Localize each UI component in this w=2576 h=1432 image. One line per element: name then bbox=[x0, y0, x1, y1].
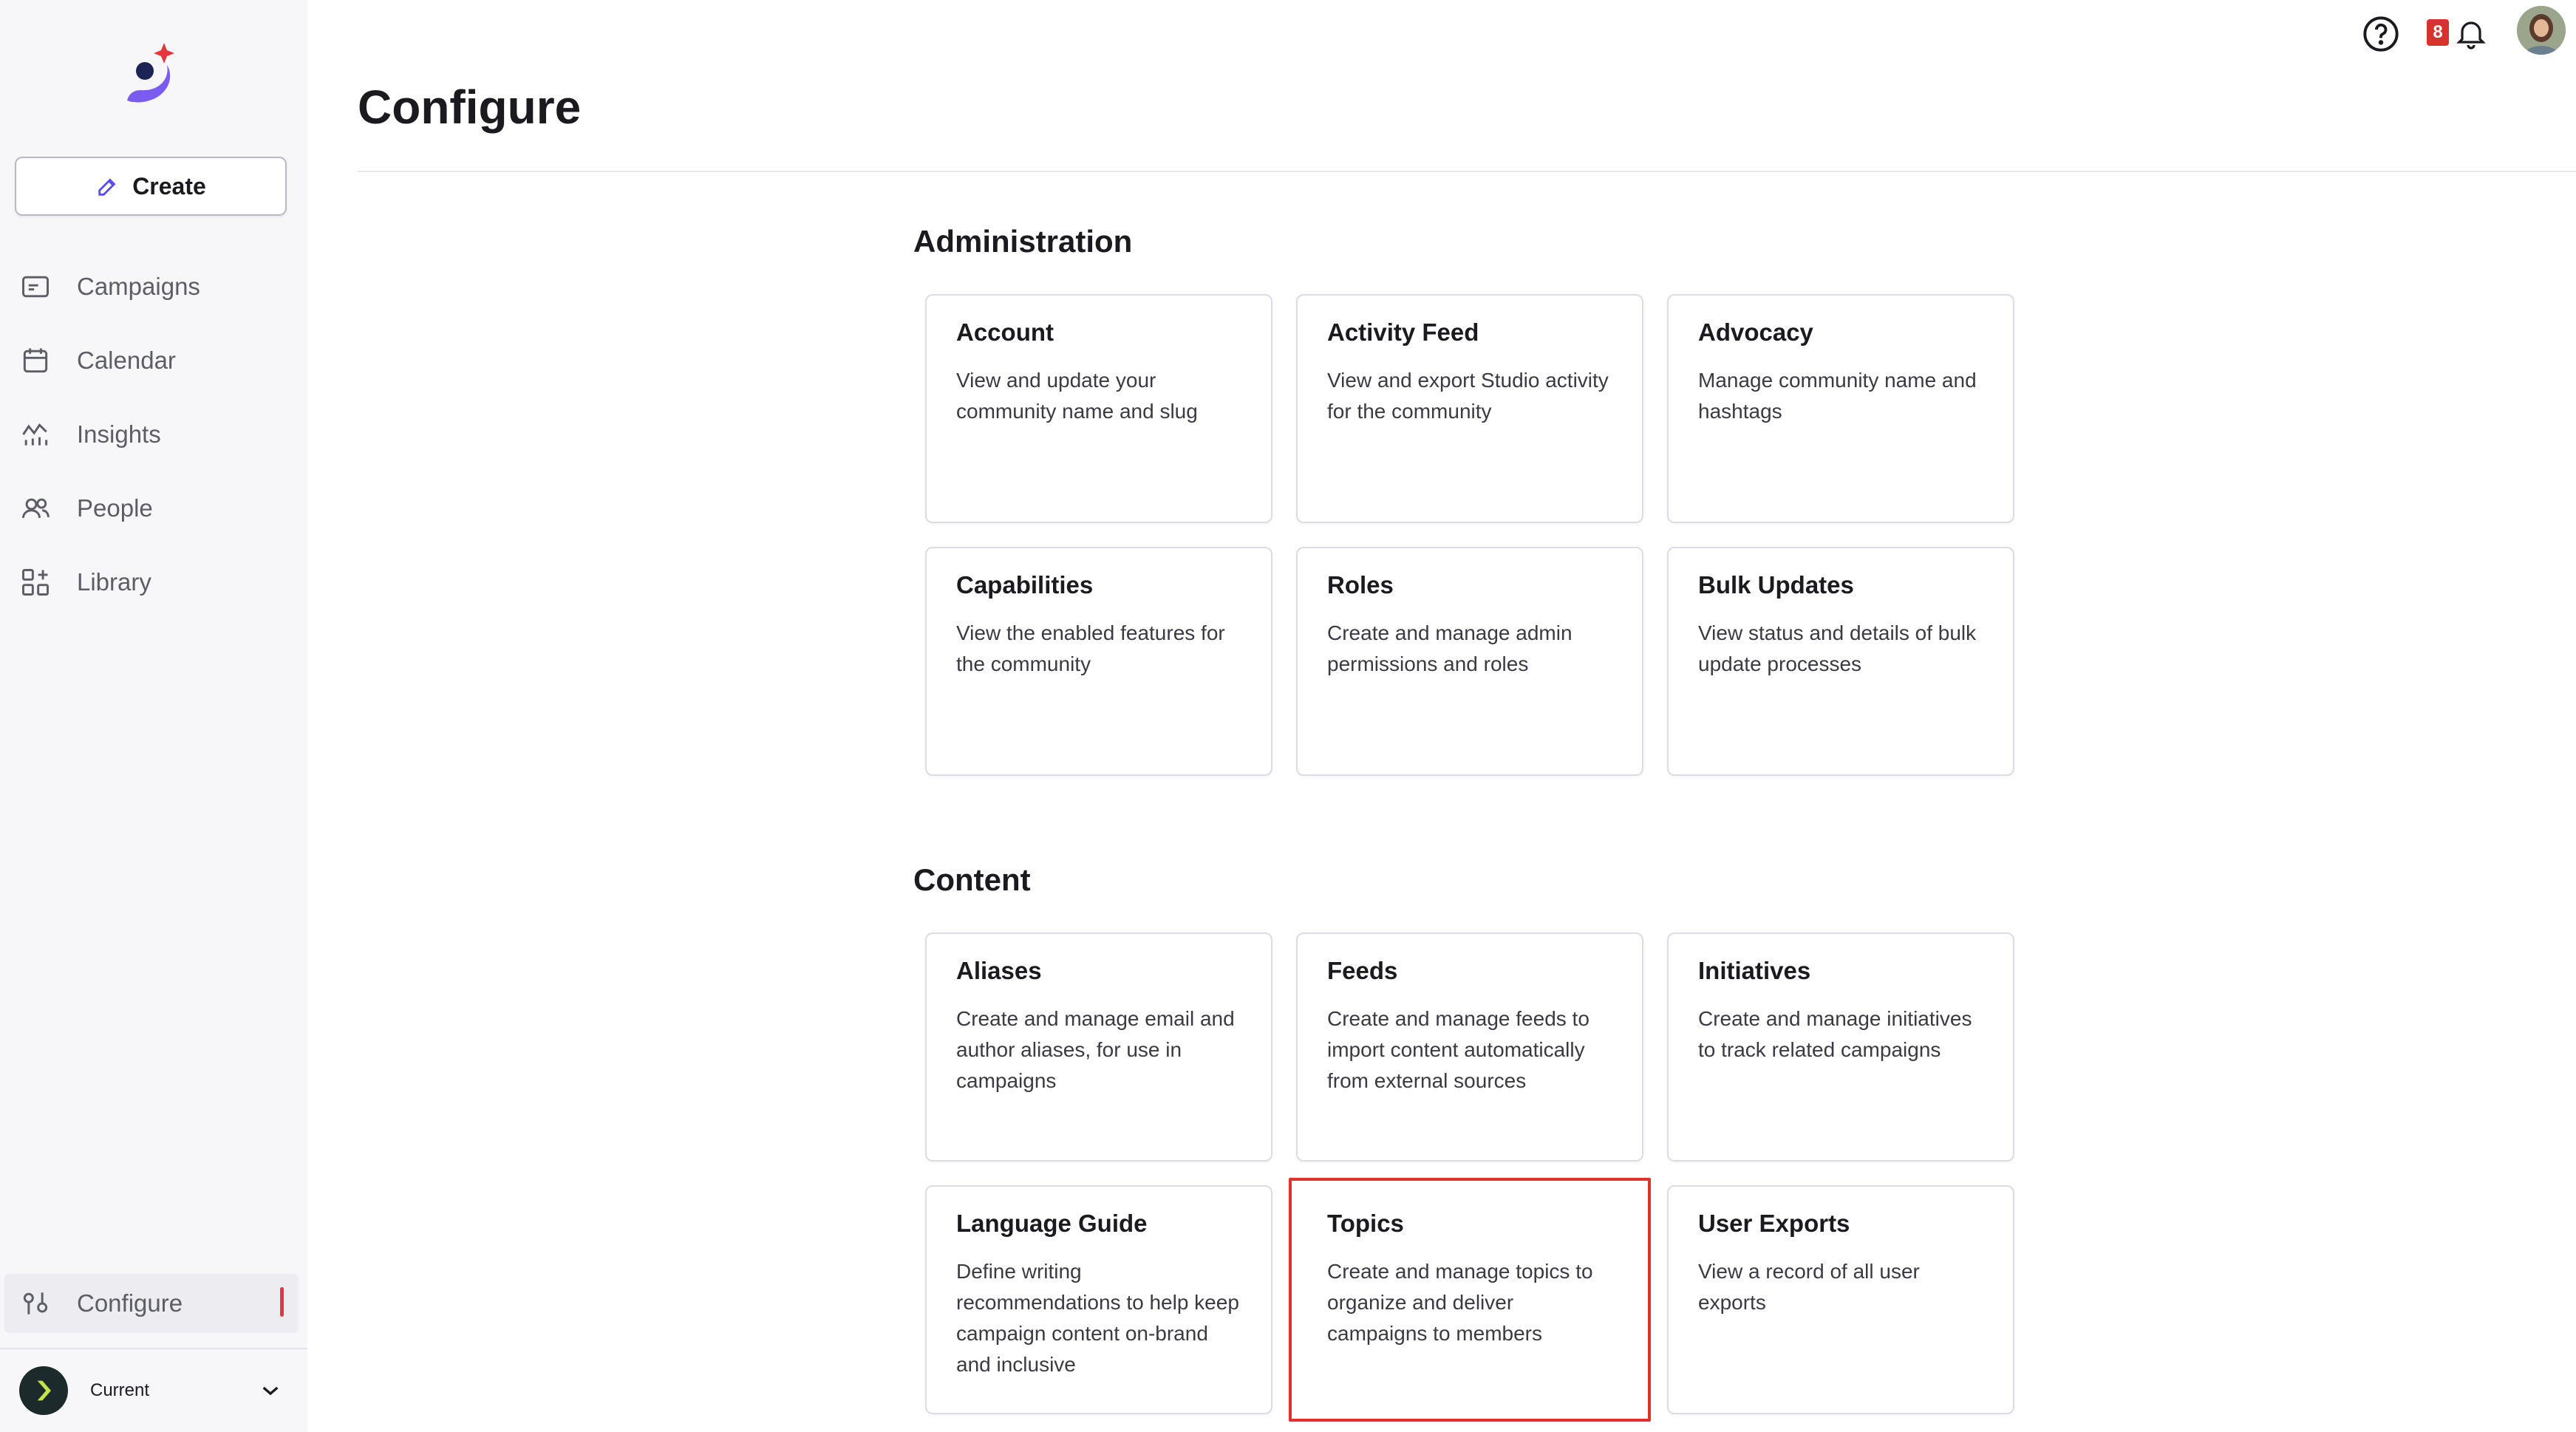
card-description: Create and manage topics to organize and deliver campaigns to members bbox=[1327, 1260, 1593, 1345]
card-title: User Exports bbox=[1698, 1210, 1850, 1237]
insights-icon bbox=[19, 418, 52, 451]
card-description: Create and manage admin permissions and roles bbox=[1327, 621, 1572, 675]
card-title: Account bbox=[956, 318, 1054, 346]
card-feeds[interactable] bbox=[1296, 932, 1643, 1162]
sidebar-item-label: Calendar bbox=[77, 347, 176, 374]
card-capabilities[interactable] bbox=[925, 547, 1272, 776]
card-description: View the enabled features for the community bbox=[956, 621, 1225, 675]
sidebar-item-campaigns[interactable] bbox=[0, 257, 307, 316]
card-title: Bulk Updates bbox=[1698, 571, 1854, 599]
library-icon bbox=[19, 566, 52, 599]
card-topics[interactable] bbox=[1289, 1178, 1651, 1422]
card-initiatives[interactable] bbox=[1667, 932, 2014, 1162]
card-user-exports[interactable] bbox=[1667, 1185, 2014, 1414]
card-roles[interactable] bbox=[1296, 547, 1643, 776]
sidebar-item-label: Campaigns bbox=[77, 273, 200, 300]
notification-count-badge[interactable]: 8 bbox=[2427, 19, 2449, 46]
card-bulk-updates[interactable] bbox=[1667, 547, 2014, 776]
sidebar-item-label: Configure bbox=[77, 1289, 183, 1317]
help-icon[interactable] bbox=[2362, 15, 2400, 53]
card-title: Feeds bbox=[1327, 957, 1398, 984]
card-title: Topics bbox=[1327, 1210, 1404, 1237]
brand-logo[interactable] bbox=[118, 38, 186, 112]
section-title-content: Content bbox=[913, 862, 1031, 897]
bell-icon[interactable] bbox=[2453, 15, 2489, 52]
chevron-down-icon bbox=[259, 1379, 282, 1402]
card-description: Define writing recommendations to help keep campaign content on-brand and inclusive bbox=[956, 1260, 1239, 1376]
card-title: Aliases bbox=[956, 957, 1042, 984]
calendar-icon bbox=[19, 344, 52, 377]
card-title: Capabilities bbox=[956, 571, 1094, 599]
card-activity-feed[interactable] bbox=[1296, 294, 1643, 523]
sliders-icon bbox=[19, 1287, 52, 1320]
sidebar-item-insights[interactable] bbox=[0, 405, 307, 464]
card-title: Advocacy bbox=[1698, 318, 1813, 346]
sidebar-item-label: Library bbox=[77, 568, 151, 596]
page-title: Configure bbox=[358, 81, 582, 134]
card-description: View and export Studio activity for the community bbox=[1327, 369, 1609, 423]
header-divider bbox=[358, 171, 2576, 172]
create-label: Create bbox=[132, 172, 206, 200]
edit-icon bbox=[95, 174, 120, 199]
campaigns-icon bbox=[19, 270, 52, 303]
sidebar-item-configure[interactable] bbox=[4, 1274, 299, 1333]
card-title: Roles bbox=[1327, 571, 1394, 599]
sidebar-item-library[interactable] bbox=[0, 553, 307, 612]
card-aliases[interactable] bbox=[925, 932, 1272, 1162]
card-description: Create and manage email and author aliases, for use in campaigns bbox=[956, 1007, 1235, 1092]
sidebar-divider bbox=[0, 1348, 307, 1349]
card-description: Create and manage feeds to import content automatically from external sources bbox=[1327, 1007, 1589, 1092]
sidebar-item-label: Insights bbox=[77, 420, 161, 448]
account-logo-icon bbox=[19, 1366, 68, 1415]
card-title: Activity Feed bbox=[1327, 318, 1479, 346]
card-title: Initiatives bbox=[1698, 957, 1811, 984]
card-title: Language Guide bbox=[956, 1210, 1148, 1237]
sidebar-item-label: People bbox=[77, 494, 153, 522]
create-button[interactable] bbox=[15, 157, 287, 216]
active-indicator bbox=[280, 1287, 284, 1317]
section-title-administration: Administration bbox=[913, 224, 1133, 259]
sidebar-item-calendar[interactable] bbox=[0, 331, 307, 390]
user-avatar[interactable] bbox=[2517, 6, 2566, 55]
account-switcher[interactable] bbox=[0, 1361, 307, 1420]
card-description: Create and manage initiatives to track related campaigns bbox=[1698, 1007, 1972, 1061]
card-description: View a record of all user exports bbox=[1698, 1260, 1920, 1314]
card-advocacy[interactable] bbox=[1667, 294, 2014, 523]
sidebar-item-people[interactable] bbox=[0, 479, 307, 538]
card-description: Manage community name and hashtags bbox=[1698, 369, 1977, 423]
card-description: View status and details of bulk update processes bbox=[1698, 621, 1977, 675]
card-description: View and update your community name and slug bbox=[956, 369, 1198, 423]
sidebar bbox=[0, 0, 307, 1432]
card-language-guide[interactable] bbox=[925, 1185, 1272, 1414]
account-label: Current bbox=[90, 1380, 150, 1400]
card-account[interactable] bbox=[925, 294, 1272, 523]
people-icon bbox=[19, 492, 52, 525]
